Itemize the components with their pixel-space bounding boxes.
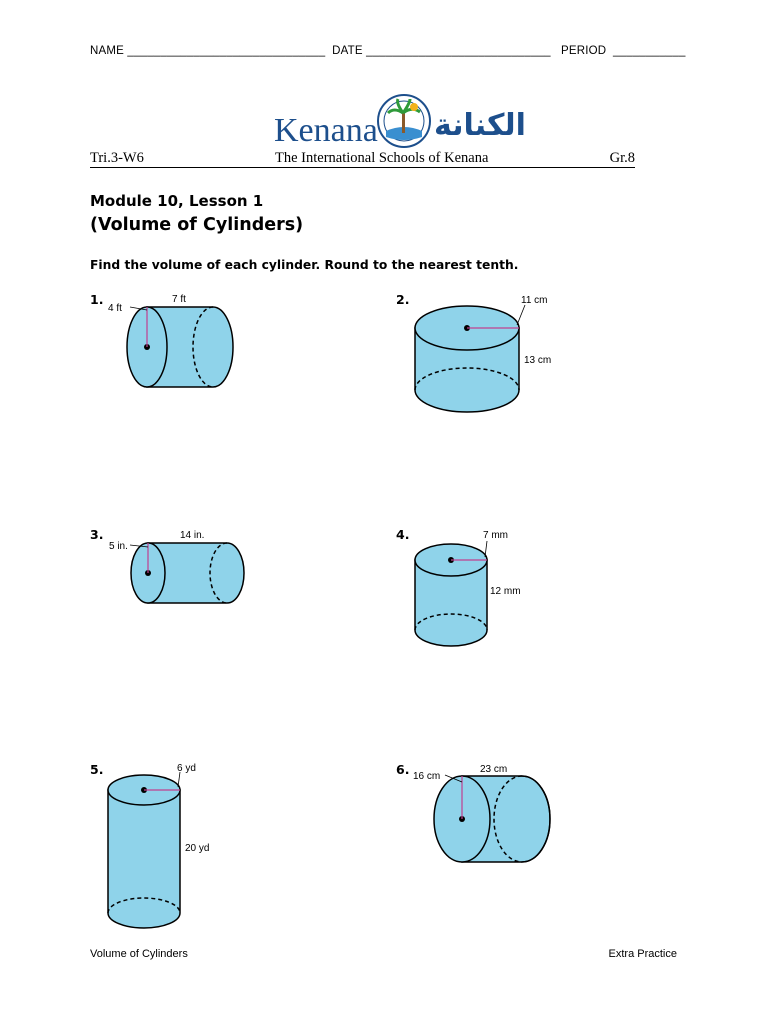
cylinder-figure-3: [100, 525, 260, 610]
height-label-6: 23 cm: [480, 764, 508, 775]
instructions: Find the volume of each cylinder. Round to the nearest tenth.: [90, 258, 519, 272]
footer-topic: Volume of Cylinders: [90, 948, 188, 960]
school-row-underline: [90, 167, 635, 168]
cylinder-figure-1: [100, 285, 250, 395]
lesson-subtitle: (Volume of Cylinders): [90, 215, 304, 235]
problem-4-number: 4.: [396, 527, 410, 542]
cylinder-figure-5: [100, 760, 230, 935]
height-label-1: 7 ft: [172, 294, 186, 305]
cylinder-figure-4: [405, 525, 535, 645]
problem-1-number: 1.: [90, 292, 104, 307]
radius-label-3: 5 in.: [109, 541, 128, 552]
grade: Gr.8: [609, 150, 635, 166]
problem-5-number: 5.: [90, 762, 104, 777]
kenana-palm-seal-icon: [376, 93, 432, 149]
brand-name-english: Kenana: [274, 112, 378, 149]
module-title: Module 10, Lesson 1: [90, 192, 264, 210]
problem-2-number: 2.: [396, 292, 410, 307]
radius-label-5: 6 yd: [177, 763, 196, 774]
cylinder-figure-2: [405, 285, 565, 420]
radius-label-2: 11 cm: [521, 295, 548, 306]
brand-name-arabic: الكنانة: [434, 108, 526, 143]
radius-label-4: 7 mm: [483, 530, 508, 541]
height-label-4: 12 mm: [490, 586, 521, 597]
name-date-period-line: NAME ______________________________ DATE ____________________________ PERIOD ___________: [90, 45, 686, 57]
height-label-3: 14 in.: [180, 530, 205, 541]
footer-label: Extra Practice: [608, 948, 677, 960]
problem-3-number: 3.: [90, 527, 104, 542]
school-name: The International Schools of Kenana: [275, 150, 489, 166]
height-label-2: 13 cm: [524, 355, 552, 366]
height-label-5: 20 yd: [185, 843, 210, 854]
trimester-week: Tri.3-W6: [90, 150, 144, 166]
problem-6-number: 6.: [396, 762, 410, 777]
radius-label-6: 16 cm: [413, 771, 441, 782]
radius-label-1: 4 ft: [108, 303, 122, 314]
cylinder-figure-6: [405, 760, 565, 870]
